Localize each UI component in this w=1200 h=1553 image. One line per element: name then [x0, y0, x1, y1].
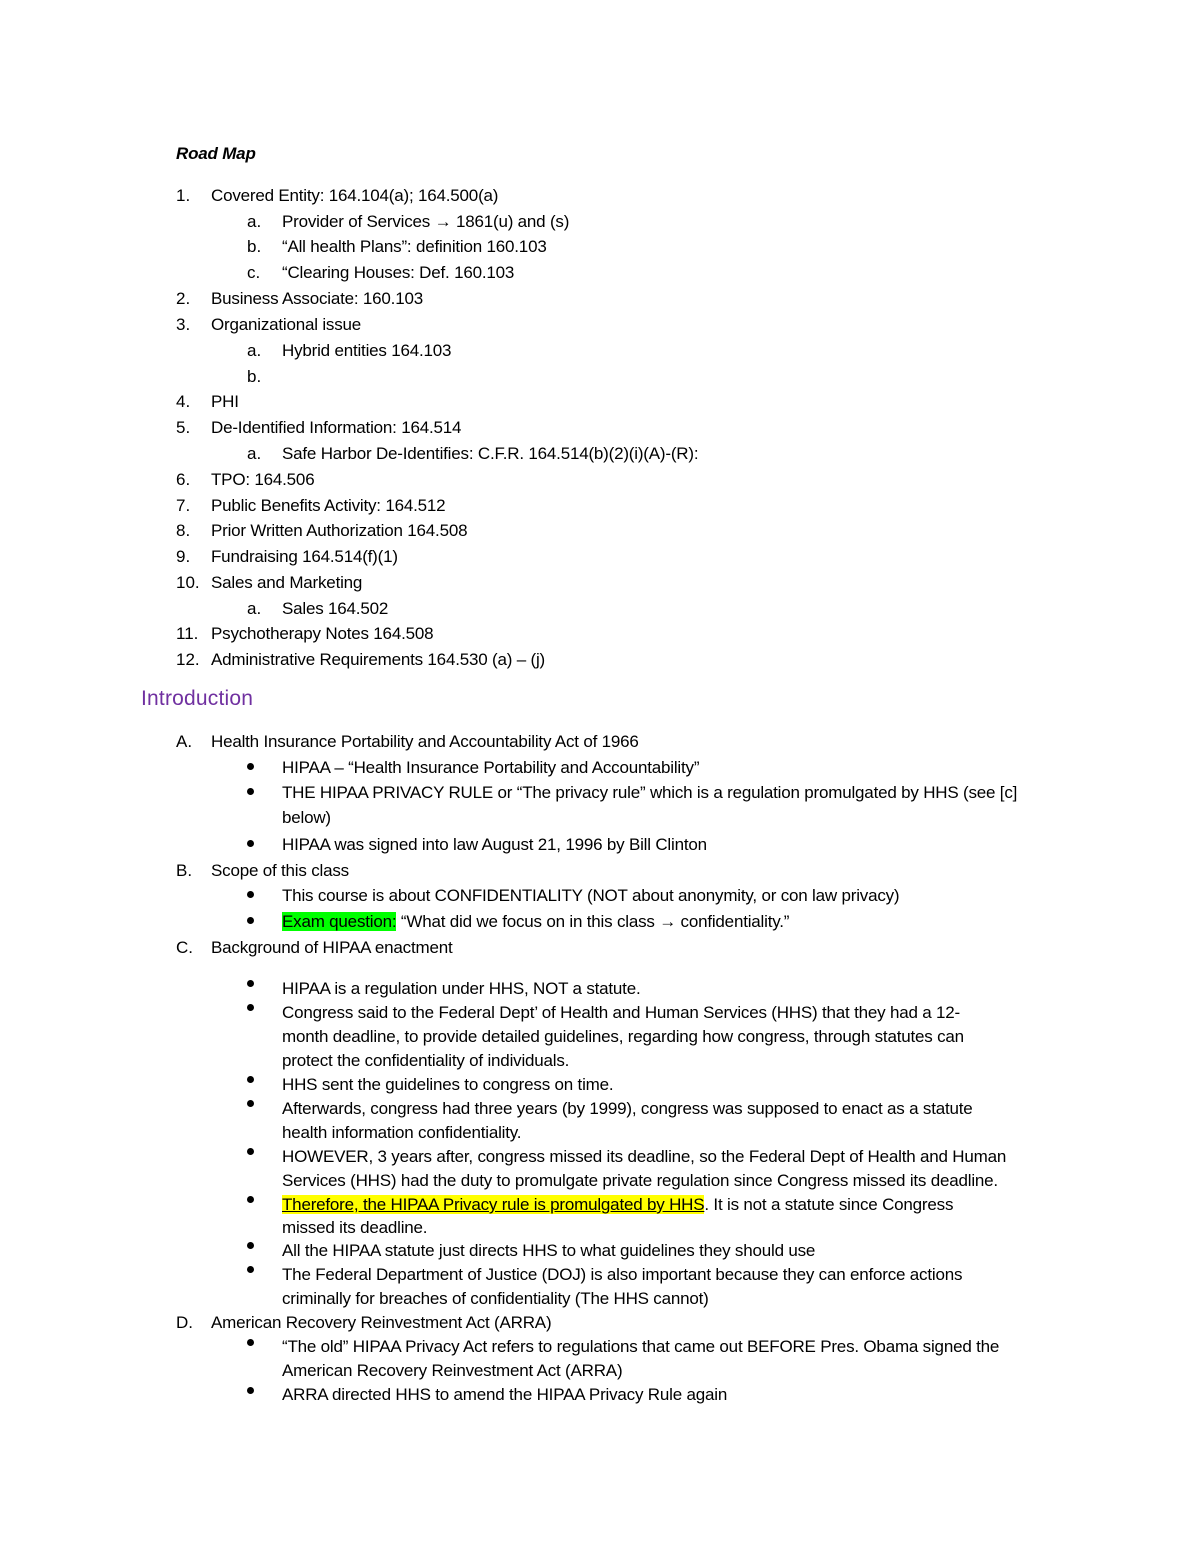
list-number: 6.	[176, 470, 191, 489]
bullet-text-continued: American Recovery Reinvestment Act (ARRA)	[282, 1361, 623, 1380]
list-item: Hybrid entities 164.103	[282, 341, 452, 360]
bullet-text: HIPAA was signed into law August 21, 1996 by Bill Clinton	[282, 835, 707, 854]
bullet-text-rest: . It is not a statute since Congress	[704, 1195, 954, 1214]
list-number: 9.	[176, 547, 191, 566]
list-number: 12.	[176, 650, 200, 669]
bullet-icon	[247, 980, 254, 987]
bullet-text-continued: Services (HHS) had the duty to promulgate private regulation since Congress missed its deadline.	[282, 1171, 998, 1190]
bullet-text: THE HIPAA PRIVACY RULE or “The privacy rule” which is a regulation promulgated by HHS (see [c]	[282, 783, 1018, 802]
list-item: Prior Written Authorization 164.508	[211, 521, 468, 540]
bullet-text	[282, 910, 789, 934]
list-item: Business Associate: 160.103	[211, 289, 423, 308]
bullet-icon	[247, 1004, 254, 1011]
section-title: Scope of this class	[211, 861, 349, 880]
list-item: Public Benefits Activity: 164.512	[211, 496, 446, 515]
bullet-text-continued: below)	[282, 808, 331, 827]
bullet-text: “The old” HIPAA Privacy Act refers to regulations that came out BEFORE Pres. Obama signed the	[282, 1337, 1000, 1356]
bullet-icon	[247, 1339, 254, 1346]
bullet-text-continued: protect the confidentiality of individuals.	[282, 1051, 570, 1070]
list-letter: a.	[247, 341, 262, 360]
section-label: D.	[176, 1313, 193, 1332]
section-label: A.	[176, 732, 193, 751]
bullet-text-continued: month deadline, to provide detailed guidelines, regarding how congress, through statutes can	[282, 1027, 964, 1046]
list-number: 11.	[176, 624, 199, 643]
bullet-icon	[247, 1148, 254, 1155]
list-item: De-Identified Information: 164.514	[211, 418, 462, 437]
section-title: Background of HIPAA enactment	[211, 938, 453, 957]
list-item: Administrative Requirements 164.530 (a) – (j)	[211, 650, 545, 669]
bullet-icon	[247, 840, 254, 847]
list-item: TPO: 164.506	[211, 470, 315, 489]
section-heading-introduction: Introduction	[141, 687, 254, 710]
bullet-icon	[247, 1100, 254, 1107]
list-number: 5.	[176, 418, 191, 437]
highlight-privacy-rule: Therefore, the HIPAA Privacy rule is promulgated by HHS	[282, 1195, 705, 1214]
list-letter: b.	[247, 237, 262, 256]
bullet-icon	[247, 917, 254, 924]
list-number: 10.	[176, 573, 200, 592]
bullet-icon	[247, 891, 254, 898]
section-title: Health Insurance Portability and Accountability Act of 1966	[211, 732, 639, 751]
bullet-text: All the HIPAA statute just directs HHS to what guidelines they should use	[282, 1241, 816, 1260]
list-number: 3.	[176, 315, 191, 334]
bullet-text	[282, 1193, 953, 1217]
bullet-text: Afterwards, congress had three years (by 1999), congress was supposed to enact as a statute	[282, 1099, 973, 1118]
section-label: C.	[176, 938, 193, 957]
bullet-icon	[247, 788, 254, 795]
bullet-text: The Federal Department of Justice (DOJ) is also important because they can enforce actions	[282, 1265, 963, 1284]
list-number: 1.	[176, 186, 191, 205]
bullet-icon	[247, 1076, 254, 1083]
section-label: B.	[176, 861, 193, 880]
list-item: Fundraising 164.514(f)(1)	[211, 547, 398, 566]
list-letter: c.	[247, 263, 261, 282]
list-item: Sales 164.502	[282, 599, 389, 618]
bullet-text: This course is about CONFIDENTIALITY (NOT about anonymity, or con law privacy)	[282, 886, 900, 905]
list-letter: a.	[247, 599, 262, 618]
list-number: 8.	[176, 521, 191, 540]
list-item: Organizational issue	[211, 315, 362, 334]
bullet-text: HIPAA is a regulation under HHS, NOT a statute.	[282, 979, 641, 998]
bullet-text-continued: missed its deadline.	[282, 1218, 428, 1237]
bullet-icon	[247, 763, 254, 770]
list-letter: a.	[247, 444, 262, 463]
list-item: “Clearing Houses: Def. 160.103	[282, 263, 515, 282]
list-item: PHI	[211, 392, 239, 411]
highlight-exam-question: Exam question:	[282, 912, 397, 931]
list-number: 2.	[176, 289, 191, 308]
list-item: Safe Harbor De-Identifies: C.F.R. 164.514(b)(2)(i)(A)-(R):	[282, 444, 699, 463]
list-item: Provider of Services → 1861(u) and (s)	[282, 212, 570, 231]
list-item: Psychotherapy Notes 164.508	[211, 624, 434, 643]
list-number: 7.	[176, 496, 191, 515]
list-letter: a.	[247, 212, 262, 231]
list-item: Covered Entity: 164.104(a); 164.500(a)	[211, 186, 499, 205]
bullet-icon	[247, 1196, 254, 1203]
list-item: Sales and Marketing	[211, 573, 363, 592]
list-letter: b.	[247, 367, 262, 386]
bullet-text: HIPAA – “Health Insurance Portability and Accountability”	[282, 758, 700, 777]
section-title: American Recovery Reinvestment Act (ARRA)	[211, 1313, 552, 1332]
bullet-text: HOWEVER, 3 years after, congress missed its deadline, so the Federal Dept of Health and Human	[282, 1147, 1007, 1166]
bullet-text: ARRA directed HHS to amend the HIPAA Privacy Rule again	[282, 1385, 728, 1404]
list-number: 4.	[176, 392, 191, 411]
roadmap-title: Road Map	[176, 144, 256, 163]
bullet-icon	[247, 1266, 254, 1273]
bullet-text-continued: criminally for breaches of confidentiality (The HHS cannot)	[282, 1289, 709, 1308]
bullet-text: Congress said to the Federal Dept’ of Health and Human Services (HHS) that they had a 12-	[282, 1003, 960, 1022]
bullet-icon	[247, 1387, 254, 1394]
bullet-text-continued: health information confidentiality.	[282, 1123, 522, 1142]
bullet-text-rest: “What did we focus on in this class → confidentiality.”	[396, 912, 790, 931]
bullet-icon	[247, 1242, 254, 1249]
bullet-text: HHS sent the guidelines to congress on time.	[282, 1075, 614, 1094]
list-item: “All health Plans”: definition 160.103	[282, 237, 547, 256]
